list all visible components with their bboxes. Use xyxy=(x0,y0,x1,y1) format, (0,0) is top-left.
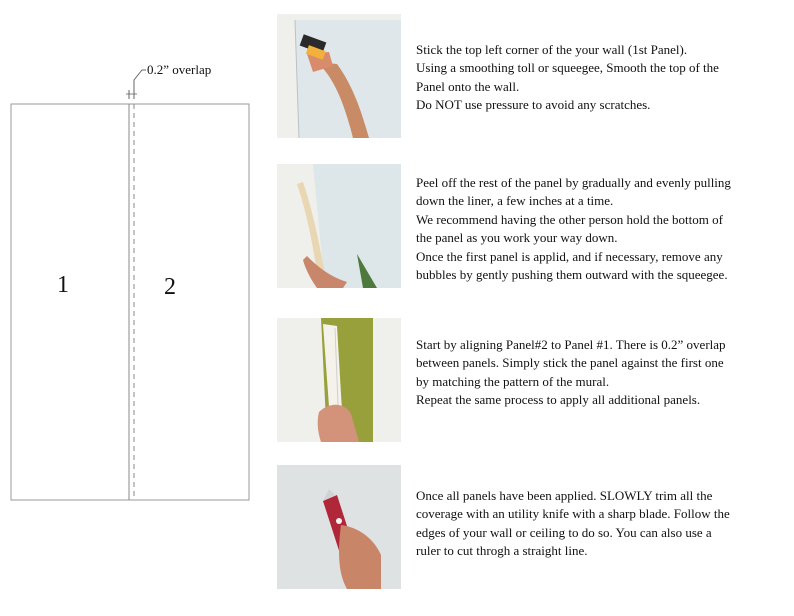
step-2-line: We recommend having the other person hold the bottom of xyxy=(416,211,723,227)
step-1-line: Using a smoothing toll or squeegee, Smooth the top of the xyxy=(416,60,719,76)
step-2-line: down the liner, a few inches at a time. xyxy=(416,193,614,209)
step-2-line: Peel off the rest of the panel by gradually and evenly pulling xyxy=(416,175,731,190)
panel-overlap-diagram xyxy=(0,0,260,611)
step-3-line: between panels. Simply stick the panel against the first one xyxy=(416,355,724,371)
step-3-text xyxy=(416,336,786,410)
step-4-line: edges of your wall or ceiling to do so. You can also use a xyxy=(416,524,712,540)
overlap-label: 0.2” overlap xyxy=(147,62,212,77)
step-1-text xyxy=(416,41,786,115)
align-panels-illustration xyxy=(277,318,401,442)
step-4-line: ruler to cut throgh a straight line. xyxy=(416,543,588,559)
panels-outline xyxy=(11,104,249,500)
step-4-line: coverage with an utility knife with a sharp blade. Follow the xyxy=(416,506,730,522)
step-1-photo xyxy=(277,14,401,138)
step-1-line: Do NOT use pressure to avoid any scratches. xyxy=(416,97,651,113)
panel-1-number: 1 xyxy=(57,272,69,298)
step-1-line: Panel onto the wall. xyxy=(416,78,520,94)
step-2-line: Once the first panel is applid, and if necessary, remove any xyxy=(416,248,723,264)
panel-diagram-svg xyxy=(0,0,260,611)
step-2-photo xyxy=(277,164,401,288)
step-3-line: Start by aligning Panel#2 to Panel #1. There is 0.2” overlap xyxy=(416,337,726,352)
step-3-line: Repeat the same process to apply all additional panels. xyxy=(416,392,701,408)
peel-liner-illustration xyxy=(277,164,401,288)
step-4-photo xyxy=(277,465,401,589)
step-4-line: Once all panels have been applied. SLOWLY trim all the xyxy=(416,488,713,503)
panel-2-number: 2 xyxy=(164,274,176,300)
trim-knife-illustration xyxy=(277,465,401,589)
step-2-text xyxy=(416,174,786,284)
step-2-line: bubbles by gently pushing them outward with the squeegee. xyxy=(416,267,728,283)
step-1-line: Stick the top left corner of the your wall (1st Panel). xyxy=(416,42,688,57)
squeegee-top-corner-illustration xyxy=(277,14,401,138)
step-2-line: the panel as you work your way down. xyxy=(416,230,618,246)
step-3-line: by matching the pattern of the mural. xyxy=(416,373,610,389)
overlap-leader-line xyxy=(134,70,146,94)
step-4-text xyxy=(416,487,786,561)
step-3-photo xyxy=(277,318,401,442)
